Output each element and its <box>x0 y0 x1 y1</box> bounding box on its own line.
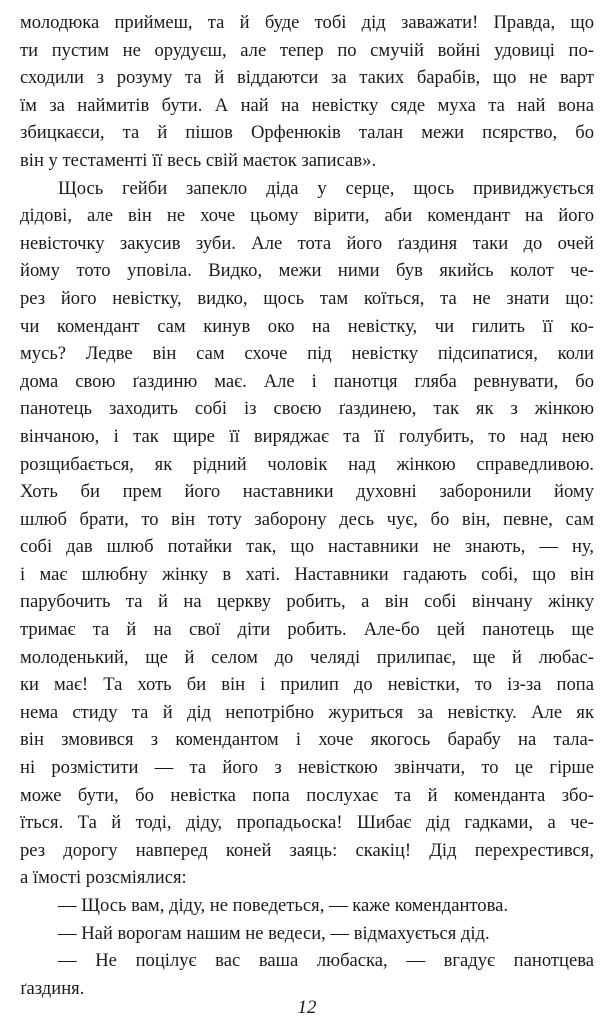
text-line: збицкаєси, та й пішов Орфенюків талан межи псярство, бо <box>20 122 594 144</box>
text-line: чи комендант сам кинув око на невістку, чи гилить її ко- <box>20 315 594 337</box>
text-line: а їмості розсміялися: <box>20 867 187 889</box>
text-line: ти пустим не орудуєш, але тепер по смучій войні удовиці по- <box>20 39 594 61</box>
text-line: може бути, бо невістка попа послухає та й коменданта збо- <box>20 784 594 806</box>
text-line: панотець заходить собі із своєю ґаздинею, так як з жінкою <box>20 398 594 420</box>
text-line: йому тото уповіла. Видко, межи ними був якийсь колот че- <box>20 260 594 282</box>
text-line: він у тестаменті її весь свій маєток записав». <box>20 149 377 171</box>
text-line: тримає та й на свої діти робить. Але-бо цей панотець ще <box>20 619 594 641</box>
text-line: невісточку закусив зуби. Але тота його ґаздиня таки до очей <box>20 232 594 254</box>
text-line: шлюб брати, то він тоту заборону десь чує, бо він, певне, сам <box>20 508 594 530</box>
book-page <box>20 9 594 1019</box>
text-line: мусь? Ледве він сам схоче під невістку підсипатися, коли <box>20 343 594 365</box>
text-line: їться. Та й тоді, діду, пропадьоска! Шибає дід гадками, а че- <box>20 812 594 834</box>
text-body <box>20 9 594 1002</box>
text-line: вінчаною, і так щире її виряджає та її голубить, то над нею <box>20 425 594 447</box>
text-line: нема стиду та й дід непотрібно журиться за невістку. Але як <box>20 701 594 723</box>
page-number: 12 <box>297 997 317 1018</box>
text-line: рез його невістку, видко, щось там коїться, та не знати що: <box>20 287 594 309</box>
text-line: парубочить та й на церкву робить, а він собі вінчану жінку <box>20 591 594 613</box>
text-line: Хоть би прем його наставники духовні заборонили йому <box>20 481 594 503</box>
text-line: їм за наймитів бути. А най на невістку сяде муха та най вона <box>20 94 594 116</box>
text-line: — Най ворогам нашим не ведеси, — відмахується дід. <box>58 922 490 944</box>
text-line: ґаздиня. <box>20 977 85 999</box>
text-line: молодюка приймеш, та й буде тобі дід заважати! Правда, що <box>20 12 594 33</box>
text-line: — Щось вам, діду, не поведеться, — каже комендантова. <box>58 895 509 916</box>
text-line: собі дав шлюб потайки так, що наставники не знають, — ну, <box>20 536 594 558</box>
text-line: ки має! Та хоть би він і прилип до невістки, то із-за попа <box>20 674 594 696</box>
text-line: молоденький, ще й селом до челяді прилипає, ще й любас- <box>20 646 594 668</box>
paragraph <box>20 175 594 892</box>
text-line: — Не поцілує вас ваша любаска, — вгадує панотцева <box>58 950 594 972</box>
text-line: рез дорогу навперед коней заяць: скакіц! Дід перехрестився, <box>20 839 594 861</box>
text-line: розщибається, як рідний чоловік над жінкою справедливою. <box>20 453 594 475</box>
paragraph <box>20 9 594 175</box>
paragraph <box>20 920 594 948</box>
text-line: сходили з розуму та й віддаютси за таких барабів, що не варт <box>20 67 594 89</box>
text-line: дідові, але він не хоче цьому вірити, аби комендант на його <box>20 205 594 227</box>
text-line: він змовився з комендантом і хоче якогось барабу на тала- <box>20 729 594 751</box>
text-line: ні розмістити — та його з невісткою звінчати, то це гірше <box>20 757 594 779</box>
text-line: дома свою ґаздиню має. Але і панотця гляба ревнувати, бо <box>20 370 594 392</box>
text-line: Щось гейби запекло діда у серце, щось привиджується <box>58 177 594 199</box>
text-line: і має шлюбну жінку в хаті. Наставники гадають собі, що він <box>20 563 594 585</box>
paragraph <box>20 892 594 920</box>
